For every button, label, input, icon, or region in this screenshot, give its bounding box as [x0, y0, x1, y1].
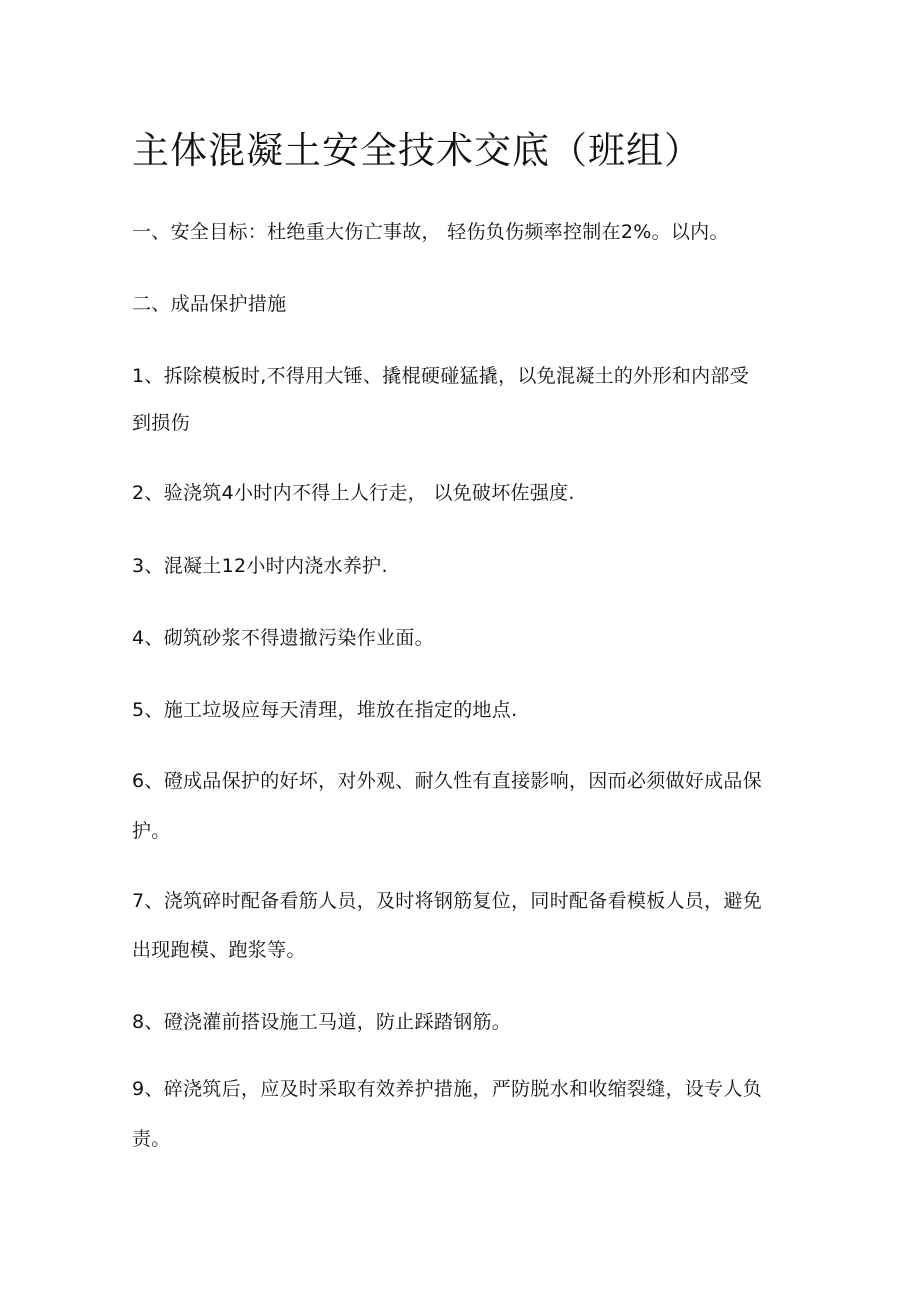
list-item-9-line-2: 责。: [132, 1128, 171, 1150]
list-item-6-line-2: 护。: [132, 820, 171, 842]
list-item-2: 2、验浇筑4小时内不得上人行走， 以免破坏佐强度.: [132, 482, 575, 504]
list-item-8: 8、磴浇灌前搭设施工马道，防止踩踏钢筋。: [132, 1011, 512, 1033]
list-item-1-line-1: 1、拆除模板时,不得用大锤、撬棍硬碰猛撬，以免混凝土的外形和内部受: [132, 365, 750, 387]
list-item-1-line-2: 到损伤: [132, 412, 190, 434]
list-item-3: 3、混凝土12小时内浇水养护.: [132, 555, 388, 577]
list-item-9-line-1: 9、碎浇筑后，应及时采取有效养护措施，严防脱水和收缩裂缝，设专人负: [132, 1078, 762, 1100]
list-item-7-line-2: 出现跑模、跑浆等。: [132, 939, 306, 961]
section-heading-protection: 二、成品保护措施: [132, 293, 287, 315]
list-item-7-line-1: 7、浇筑碎时配备看筋人员，及时将钢筋复位，同时配备看模板人员，避免: [132, 890, 762, 912]
list-item-5: 5、施工垃圾应每天清理，堆放在指定的地点.: [132, 699, 518, 721]
list-item-6-line-1: 6、磴成品保护的好坏，对外观、耐久性有直接影响，因而必须做好成品保: [132, 770, 762, 792]
safety-target: 一、安全目标：杜绝重大伤亡事故， 轻伤负伤频率控制在2%。以内。: [132, 221, 729, 243]
page-title: 主体混凝土安全技术交底（班组）: [132, 129, 702, 172]
list-item-4: 4、砌筑砂浆不得遗撤污染作业面。: [132, 627, 434, 649]
